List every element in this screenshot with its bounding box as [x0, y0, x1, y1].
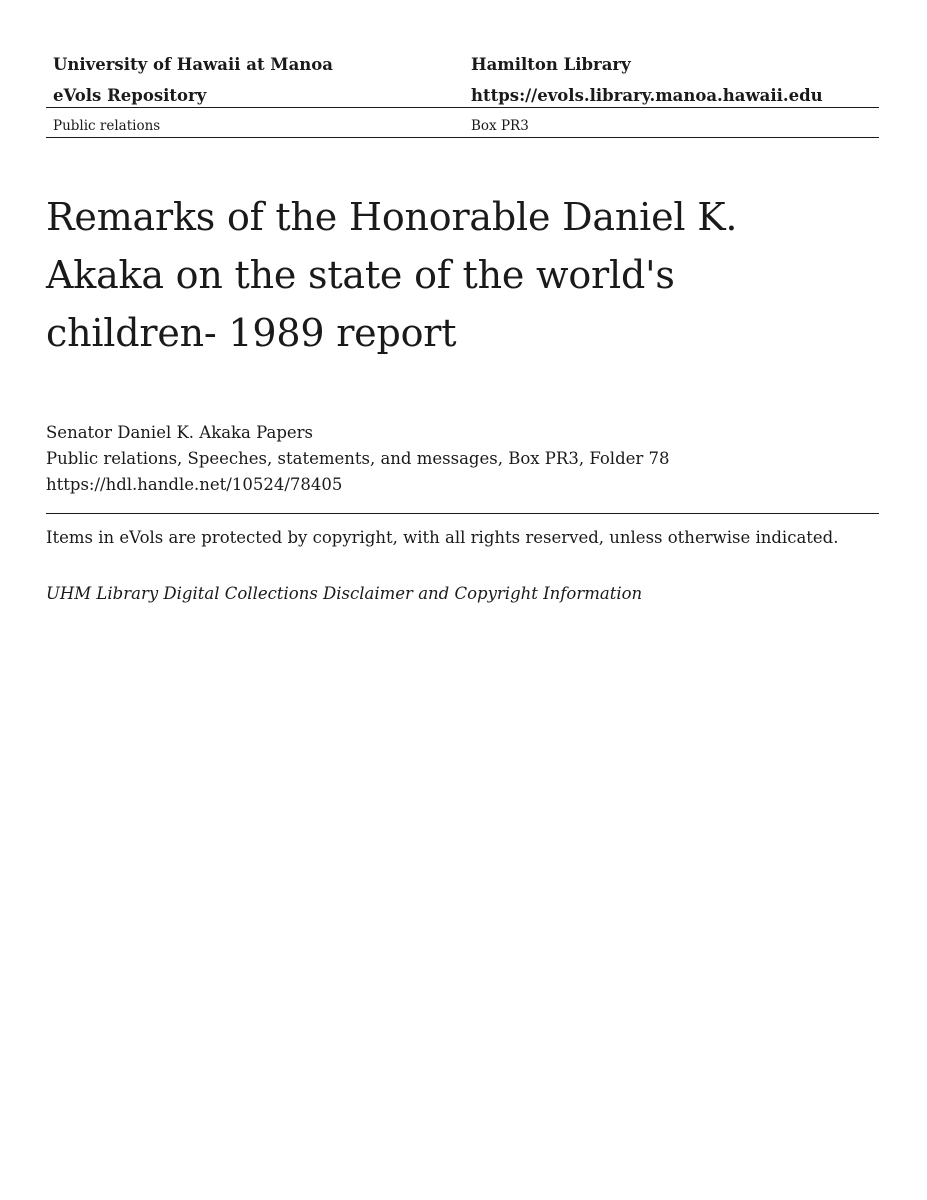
metadata-divider: [46, 513, 879, 514]
folder-location: Public relations, Speeches, statements, and messages, Box PR3, Folder 78: [46, 449, 670, 468]
institution-name: University of Hawaii at Manoa: [53, 55, 333, 74]
document-title: Remarks of the Honorable Daniel K. Akaka on the state of the world's children- 1989 report: [46, 195, 738, 355]
collection-series: Public relations: [53, 118, 161, 134]
document-metadata: [46, 420, 670, 498]
header-bottom-divider: [46, 137, 879, 138]
collection-name: Senator Daniel K. Akaka Papers: [46, 423, 314, 442]
library-name: Hamilton Library: [471, 55, 631, 74]
header-table: [46, 0, 879, 140]
copyright-notice: Items in eVols are protected by copyright, with all rights reserved, unless otherwise indicated.: [46, 528, 839, 547]
repository-url-link[interactable]: https://evols.library.manoa.hawaii.edu: [471, 86, 823, 105]
disclaimer-link[interactable]: UHM Library Digital Collections Disclaimer and Copyright Information: [46, 584, 643, 603]
handle-link[interactable]: https://hdl.handle.net/10524/78405: [46, 475, 343, 494]
box-label: Box PR3: [471, 118, 529, 134]
header-divider: [46, 107, 879, 108]
repository-name: eVols Repository: [53, 86, 207, 105]
cover-page: [46, 0, 879, 603]
